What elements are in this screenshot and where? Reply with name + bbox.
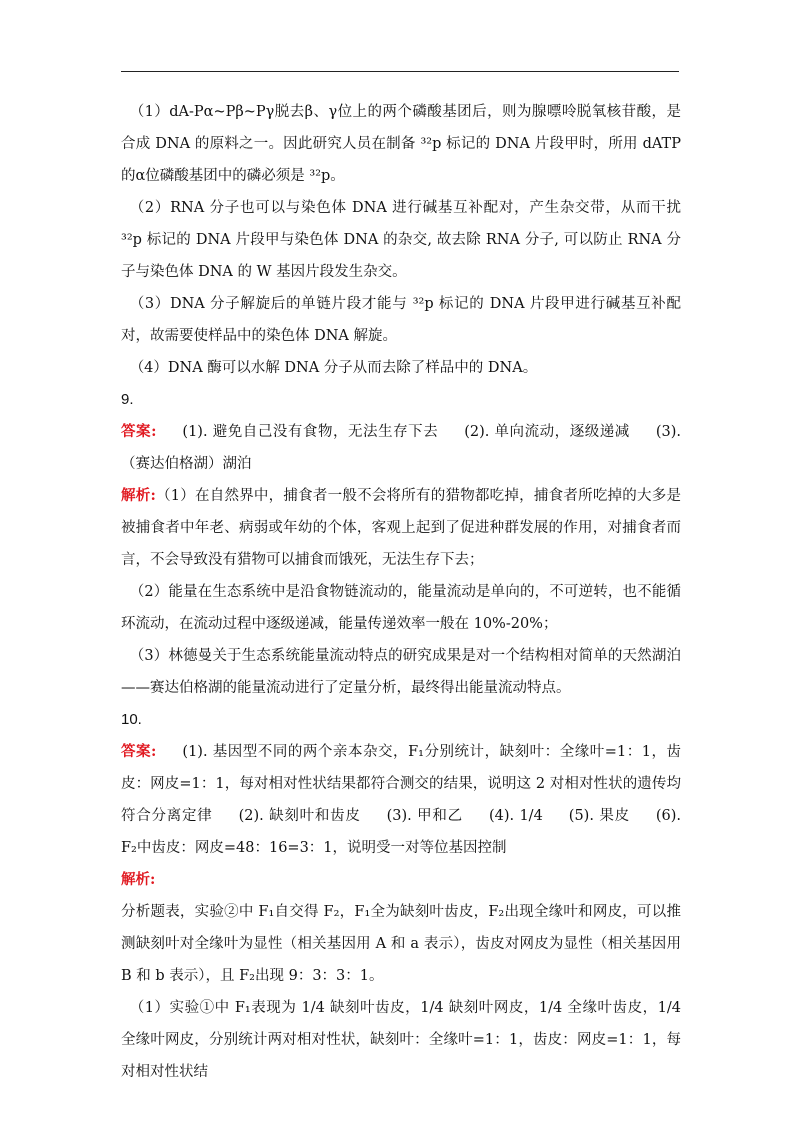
q9-analysis-text-1: （1）在自然界中，捕食者一般不会将所有的猎物都吃掉，捕食者所吃掉的大多是被捕食者中年老、病弱或年幼的个体，客观上起到了促进种群发展的作用，对捕食者而言，不会导致没有猎物可以捕食而饿死，无法生存下去； [121,488,681,568]
q10-answer [121,736,681,864]
q8-paragraph-1: （1）dA-Pα~Pβ~Pγ脱去β、γ位上的两个磷酸基团后，则为腺嘌呤脱氧核苷酸，是合成 DNA 的原料之一。因此研究人员在制备 ³²p 标记的 DNA 片段甲时，所用 dATP 的α位磷酸基团中的磷必须是 ³²p。 [121,104,681,184]
q10-answer-1: (1). 基因型不同的两个亲本杂交，F₁分别统计，缺刻叶：全缘叶=1：1，齿皮：网皮=1：1，每对相对性状结果都符合测交的结果，说明这 2 对相对性状的遗传均符合分离定律 [121,744,682,824]
analysis-label: 解析: [121,487,156,504]
q10-answer-2: (2). 缺刻叶和齿皮 [238,808,361,824]
q9-analysis-2: （2）能量在生态系统中是沿食物链流动的，能量流动是单向的，不可逆转，也不能循环流动，在流动过程中逐级递减，能量传递效率一般在 10%-20%； [121,584,681,632]
q10-answer-4: (4). 1/4 [488,808,543,824]
q8-paragraph-3: （3）DNA 分子解旋后的单链片段才能与 ³²p 标记的 DNA 片段甲进行碱基互补配对，故需要使样品中的染色体 DNA 解旋。 [121,296,681,344]
q9-analysis-3: （3）林德曼关于生态系统能量流动特点的研究成果是对一个结构相对简单的天然湖泊——赛达伯格湖的能量流动进行了定量分析，最终得出能量流动特点。 [121,648,681,696]
q10-analysis-1: （1）实验①中 F₁表现为 1/4 缺刻叶齿皮，1/4 缺刻叶网皮，1/4 全缘叶齿皮，1/4 全缘叶网皮，分别统计两对相对性状，缺刻叶：全缘叶=1：1，齿皮：网皮=1：1，每对相对性状结 [121,1000,681,1080]
header-rule [121,71,679,72]
analysis-label: 解析: [121,871,156,888]
q9-answer-2: (2). 单向流动，逐级递减 [464,424,630,440]
q10-analysis-intro: 分析题表，实验②中 F₁自交得 F₂，F₁全为缺刻叶齿皮，F₂出现全缘叶和网皮，可以推测缺刻叶对全缘叶为显性（相关基因用 A 和 a 表示），齿皮对网皮为显性（相关基因用 B 和 b 表示），且 F₂出现 9：3：3：1。 [121,904,681,984]
answer-label: 答案: [121,743,157,760]
q10-answer-6: (6). F₂中齿皮：网皮=48：16=3：1，说明受一对等位基因控制 [121,808,681,856]
question-number-10: 10. [121,711,142,728]
q10-answer-3: (3). 甲和乙 [386,808,463,824]
q8-paragraph-2: （2）RNA 分子也可以与染色体 DNA 进行碱基互补配对，产生杂交带，从而干扰 ³²p 标记的 DNA 片段甲与染色体 DNA 的杂交, 故去除 RNA 分子, 可以防止 RNA 分子与染色体 DNA 的 W 基因片段发生杂交。 [121,200,681,280]
q9-answer-1: (1). 避免自己没有食物，无法生存下去 [182,424,439,440]
q9-answer [121,416,681,480]
q10-answer-5: (5). 果皮 [568,808,630,824]
q9-analysis-1 [121,480,681,576]
q10-analysis-heading [121,864,681,896]
q9-answer-3: (3). （赛达伯格湖）湖泊 [121,424,681,472]
question-number-9: 9. [121,391,134,408]
q8-paragraph-4: （4）DNA 酶可以水解 DNA 分子从而去除了样品中的 DNA。 [129,360,538,376]
answer-page [121,96,681,1088]
answer-label: 答案: [121,423,157,440]
